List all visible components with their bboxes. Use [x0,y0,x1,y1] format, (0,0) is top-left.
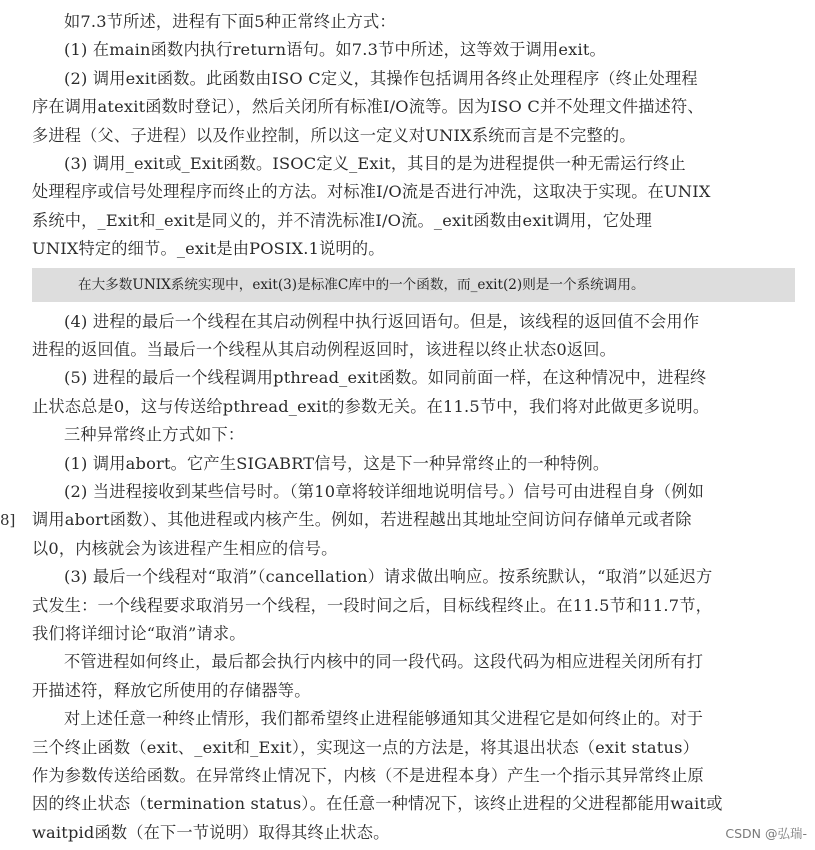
para-line: (2) 当进程接收到某些信号时。（第10章将较详细地说明信号。）信号可由进程自身（例如 [64,482,705,501]
para-line: (3) 调用_exit或_Exit函数。ISOC定义_Exit，其目的是为进程提供一种无需运行终止 [64,154,686,173]
para-line: 系统中，_Exit和_exit是同义的，并不清洗标准I/O流。_exit函数由exit调用，它处理 [32,210,653,230]
para-line: 序在调用atexit函数时登记），然后关闭所有标准I/O流等。因为ISO C并不处理文件描述符、 [32,97,704,117]
para-line: UNIX特定的细节。_exit是由POSIX.1说明的。 [32,239,385,259]
para-line: 调用abort函数）、其他进程或内核产生。例如，若进程越出其地址空间访问存储单元或者除 [32,510,692,530]
para-line: 对上述任意一种终止情形，我们都希望终止进程能够通知其父进程它是如何终止的。对于 [64,709,704,729]
para-line: (3) 最后一个线程对“取消”（cancellation）请求做出响应。按系统默认，“取消”以延迟方 [64,567,713,587]
para-line: (1) 调用abort。它产生SIGABRT信号，这是下一种异常终止的一种特例。 [64,453,610,473]
csdn-watermark: CSDN @弘瑞- [725,826,807,841]
para-line: 因的终止状态（termination status）。在任意一种情况下，该终止进程的父进程都能用wait或 [32,794,723,814]
para-line: 开描述符，释放它所使用的存储器等。 [32,680,311,700]
para-line: 止状态总是0，这与传送给pthread_exit的参数无关。在11.5节中，我们将对此做更多说明。 [32,396,710,416]
para-line: 以0，内核就会为该进程产生相应的信号。 [32,538,338,558]
para-line: 作为参数传送给函数。在异常终止情况下，内核（不是进程本身）产生一个指示其异常终止原 [32,766,704,785]
para-line: 我们将详细讨论“取消”请求。 [32,624,246,643]
para-line: 进程的返回值。当最后一个线程从其启动例程返回时，该进程以终止状态0返回。 [32,340,617,359]
para-line: 多进程（父、子进程）以及作业控制，所以这一定义对UNIX系统而言是不完整的。 [32,125,636,145]
para-line: 三个终止函数（exit、_exit和_Exit），实现这一点的方法是，将其退出状态（exit status） [32,737,699,757]
para-line: 式发生：一个线程要求取消另一个线程，一段时间之后，目标线程终止。在11.5节和11.7节， [32,595,713,615]
para-line: 处理程序或信号处理程序而终止的方法。对标准I/O流是否进行冲洗，这取决于实现。在UNIX [32,182,711,202]
para-line: (2) 调用exit函数。此函数由ISO C定义，其操作包括调用各终止处理程序（终止处理程 [64,68,698,88]
para-line: waitpid函数（在下一节说明）取得其终止状态。 [32,822,390,842]
note-box [32,268,795,302]
para-line: (4) 进程的最后一个线程在其启动例程中执行返回语句。但是，该线程的返回值不会用作 [64,311,700,331]
note-text: 在大多数UNIX系统实现中，exit(3)是标准C库中的一个函数，而_exit(2)则是一个系统调用。 [78,276,645,293]
para-line: (1) 在main函数内执行return语句。如7.3节中所述，这等效于调用exit。 [64,40,606,60]
para-line: 不管进程如何终止，最后都会执行内核中的同一段代码。这段代码为相应进程关闭所有打 [64,652,704,672]
para-line: (5) 进程的最后一个线程调用pthread_exit函数。如同前面一样，在这种情况中，进程终 [64,368,707,388]
page-margin-mark: 8] [0,511,16,530]
para-line: 三种异常终止方式如下： [64,425,245,445]
para-line: 如7.3节所述，进程有下面5种正常终止方式： [64,12,396,31]
